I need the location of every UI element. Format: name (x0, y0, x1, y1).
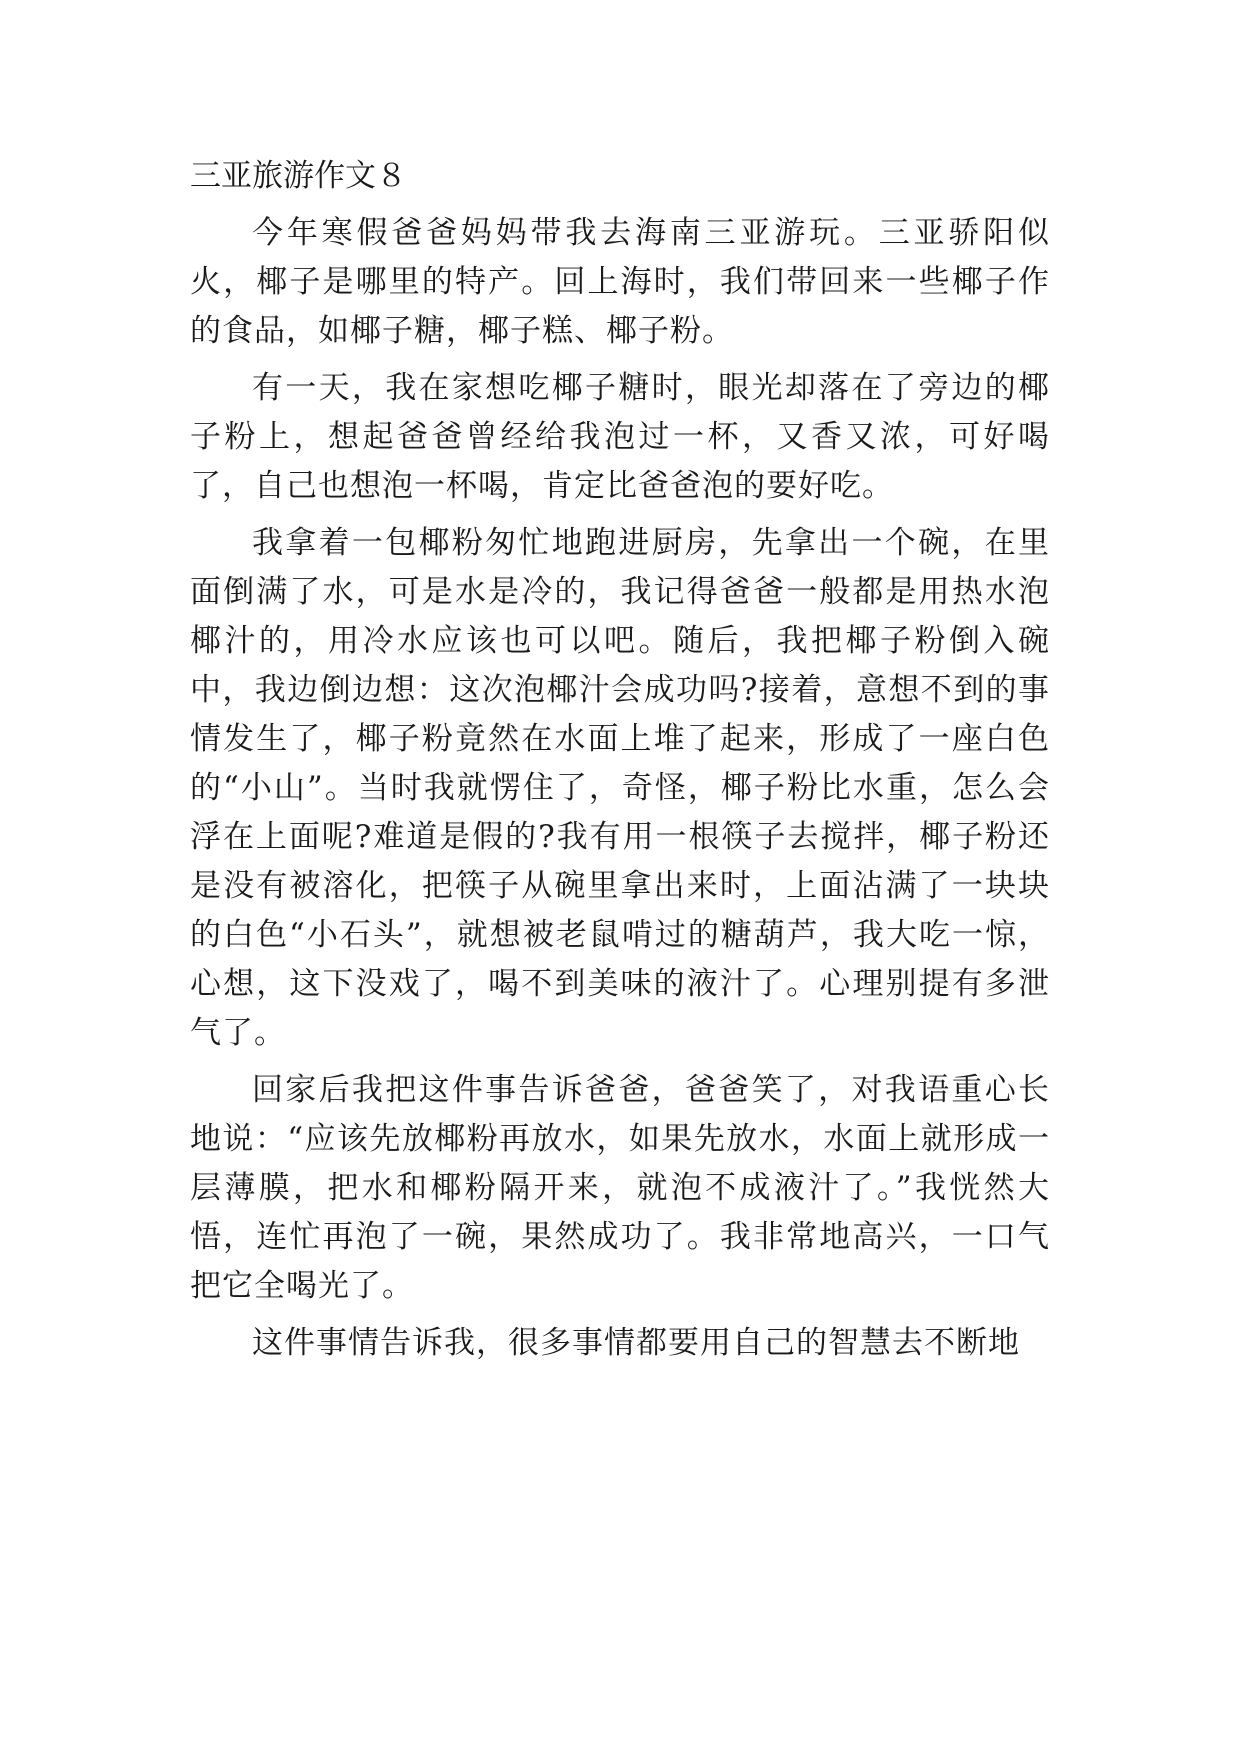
essay-title: 三亚旅游作文８ (190, 158, 407, 194)
paragraph-4: 回家后我把这件事告诉爸爸，爸爸笑了，对我语重心长地说：“应该先放椰粉再放水，如果先放水，水面上就形成一层薄膜，把水和椰粉隔开来，就泡不成液汁了。”我恍然大悟，连忙再泡了一碗，果然成功了。我非常地高兴，一口气把它全喝光了。 (190, 1072, 1050, 1304)
paragraph-3: 我拿着一包椰粉匆忙地跑进厨房，先拿出一个碗，在里面倒满了水，可是水是冷的，我记得爸爸一般都是用热水泡椰汁的，用冷水应该也可以吧。随后，我把椰子粉倒入碗中，我边倒边想：这次泡椰汁会成功吗?接着，意想不到的事情发生了，椰子粉竟然在水面上堆了起来，形成了一座白色的“小山”。当时我就愣住了，奇怪，椰子粉比水重，怎么会浮在上面呢?难道是假的?我有用一根筷子去搅拌，椰子粉还是没有被溶化，把筷子从碗里拿出来时，上面沾满了一块块的白色“小石头”，就想被老鼠啃过的糖葫芦，我大吃一惊，心想，这下没戏了，喝不到美味的液汁了。心理别提有多泄气了。 (190, 525, 1050, 1051)
paragraph-1: 今年寒假爸爸妈妈带我去海南三亚游玩。三亚骄阳似火，椰子是哪里的特产。回上海时，我们带回来一些椰子作的食品，如椰子糖，椰子糕、椰子粉。 (190, 215, 1050, 349)
essay-body (190, 152, 1050, 1368)
paragraph-5: 这件事情告诉我，很多事情都要用自己的智慧去不断地 (252, 1325, 1020, 1361)
paragraph-2: 有一天，我在家想吃椰子糖时，眼光却落在了旁边的椰子粉上，想起爸爸曾经给我泡过一杯，又香又浓，可好喝了，自己也想泡一杯喝，肯定比爸爸泡的要好吃。 (190, 370, 1050, 504)
